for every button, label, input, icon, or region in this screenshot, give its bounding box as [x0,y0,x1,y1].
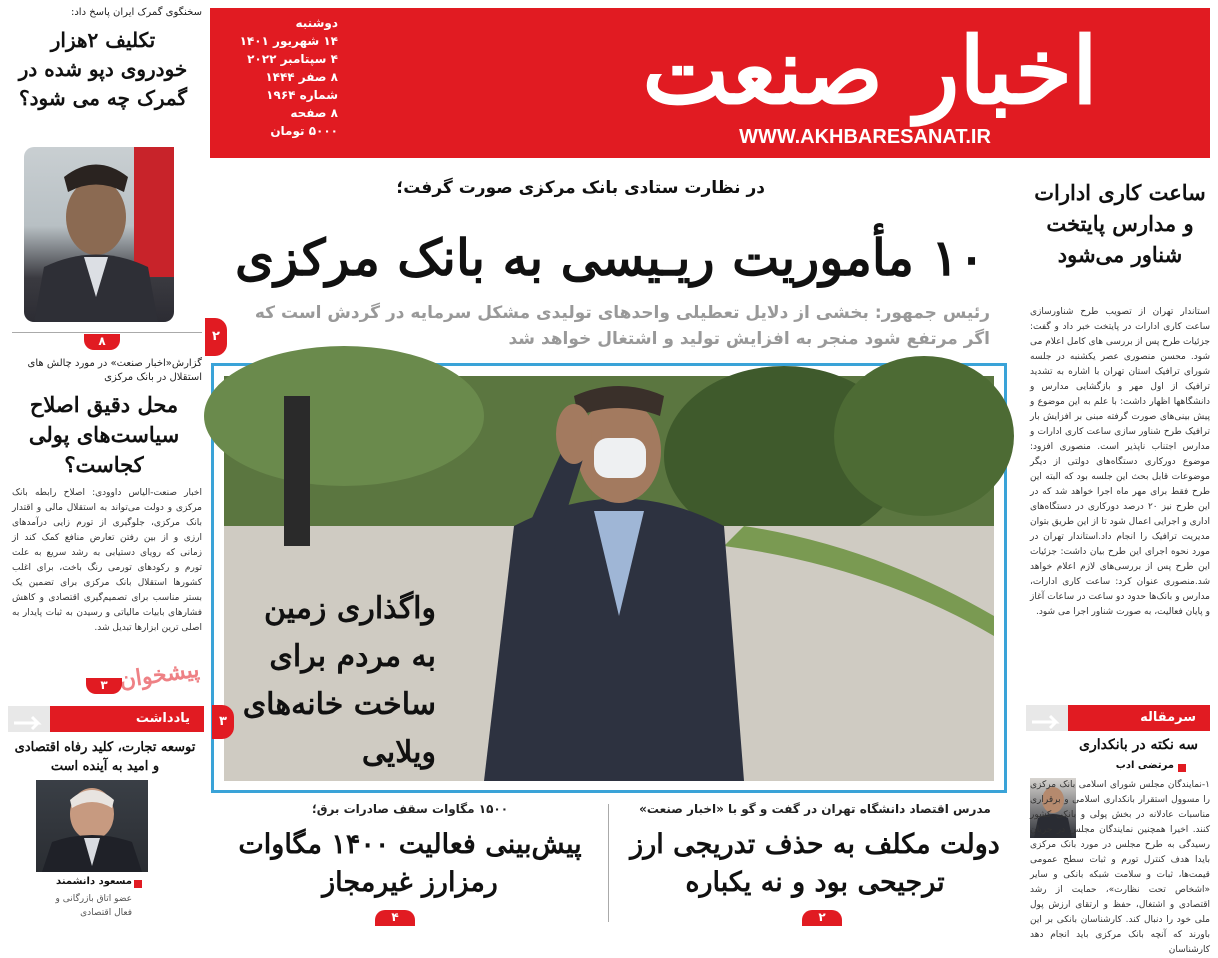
website-url[interactable]: WWW.AKHBARESANAT.IR [739,126,991,148]
author-name: مسعود دانشمند [56,876,132,887]
author-marker-icon [134,880,142,888]
issue-date-hijri: ۸ صفر ۱۴۴۴ [265,70,338,84]
author-photo-art [36,780,148,872]
arrow-icon [1030,708,1062,728]
story1-kicker: سخنگوی گمرک ایران پاسخ داد: [70,7,202,18]
sarmaghaleh-author: مرتضی ادب [1115,760,1174,771]
editorial-tab[interactable]: یادداشت [50,706,204,732]
right-story-title[interactable]: ساعت کاری ادارات و مدارس پایتخت شناور می‌شود [1034,180,1206,267]
watermark-logo: پیشخوان [117,656,201,694]
issue-pages: ۸ صفحه [290,106,338,120]
author-photo [36,780,148,872]
main-headline[interactable]: ۱۰ مأموریت ریـیسی به بانک مرکزی [234,228,986,287]
bottom-left-page-badge[interactable]: ۴ [375,910,415,926]
masthead [210,8,1210,158]
bottom-divider [608,804,609,922]
story1-page-badge[interactable]: ۸ [84,334,120,350]
sarmaghaleh-body: ۱-نمایندگان مجلس شورای اسلامی بانک مرکزی را مسوول استقرار بانکداری اسلامی و برقراری مناسبات عادلانه در بخش پولی و بانکی کشور کنند. اخیرا همچنین نمایندگان مجلس در جریان رسیدگی به طرح مجلس در مورد بانک مرکزی بایدا هدف کنترل تورم و ثبات سطح عمومی قیمت‌ها، ثبات و سلامت شبکه بانکی و سایر «اشخاص تحت نظارت»، حمایت از رشد اقتصادی و اشتغال، حفظ و ارتقای ارزش پول ملی خود را دنبال کند. کارشناسان بانکی بر این باورند که آنچه بانک مرکزی باید انجام دهد کارشناسان [1030,780,1210,955]
bottom-left-title[interactable]: پیش‌بینی فعالیت ۱۴۰۰ مگاوات رمزارز غیرمجاز [238,829,582,898]
bottom-left-kicker: ۱۵۰۰ مگاوات سقف صادرات برق؛ [311,802,509,816]
issue-number: شماره ۱۹۶۴ [266,88,338,102]
main-page-badge[interactable]: ۲ [205,318,227,356]
right-story-body: استاندار تهران از تصویب طرح شناورسازی ساعت کاری ادارات در پایتخت خبر داد و گفت: جزئیات طرح پس از بررسی های کامل اعلام می شود. محسن منصوری عصر یکشنبه در جلسه شورای ترافیک استان تهران با اشاره به تشدید ترافیک از اول مهر و بازگشایی مدارس و دانشگاهها اظهار داشت: با علم به این موضوع و پیش بینی‌های صورت گرفته مبنی بر افزایش بار ترافیک طرح شناور سازی ساعت کاری ادارات و مدارس اجتناب ناپذیر است. منصوری افزود: موضوع دورکاری دستگاه‌های دولتی از دیگر موضوعات قابل بحث این جلسه بود که البته این طرح فقط برای مهر ماه اجرا خواهد شد که در این طرح نیز ۲۰ درصد دورکاری در دستگاه‌های اداری و اجرایی اعمال شود تا از این طریق بتوان مدیریت ترافیک را انجام داد.استاندار تهران در مورد نحوه اجرای این طرح بیان داشت: جزئیات این طرح پس از بررسی‌های لازم اعلام خواهد شد.منصوری عنوان کرد: ساعت کاری ادارات، مدارس و بانک‌ها حدود دو ساعت در ساعات آغاز و پایان فعالیت، به صورت شناور اجرا می شود. [1030,307,1210,617]
story1-title[interactable]: تکلیف ۲هزار خودروی دپو شده در گمرک چه می شود؟ [18,28,188,110]
newspaper-logo: اخبار صنعت [642,17,1098,125]
story2-page-badge[interactable]: ۳ [86,678,122,694]
issue-price: ۵۰۰۰ تومان [270,124,338,138]
bottom-right-page-badge[interactable]: ۲ [802,910,842,926]
bottom-right-kicker: مدرس اقتصاد دانشگاه تهران در گفت و گو با «اخبار صنعت» [639,802,991,816]
photo-caption[interactable]: واگذاری زمین به مردم برای ساخت خانه‌های ویلایی [242,591,436,770]
author-marker-icon [1178,764,1186,772]
issue-date-gregorian: ۴ سپتامبر ۲۰۲۲ [247,52,338,66]
sarmaghaleh-title[interactable]: سه نکته در بانکداری [1079,737,1198,753]
story2-kicker: گزارش«اخبار صنعت» در مورد چالش های استقلال در بانک مرکزی [27,358,202,383]
issue-info [218,14,338,154]
story2-body: اخبار صنعت-الیاس داوودی: اصلاح رابطه بانک مرکزی و دولت می‌تواند به استقلال مالی و اقتدار بانک مرکزی، جلوگیری از تورم زایی درآمدهای ارزی و از بین رفتن تعارض منافع کمک کند از زمانی که رویای دستیابی به رشد سریع به علت تورم و رکودهای تورمی رنگ باخت، برای اغلب کشورها استقلال بانک مرکزی برای تضمین یک بستر مناسب برای تصمیم‌گیری اقتصادی و کاهش فشارهای بابیات مالیاتی و رسیدن به ثبات پایدار به اصلی ترین ابزارها تبدیل شد. [12,488,202,633]
left-divider-1 [12,332,202,333]
author-role: عضو اتاق بازرگانی و فعال اقتصادی [55,894,132,918]
sarmaghaleh-tab[interactable]: سرمقاله [1068,705,1210,731]
main-kicker: در نظارت ستادی بانک مرکزی صورت گرفت؛ [396,178,765,198]
person-photo-art [24,147,174,322]
issue-day: دوشنبه [295,16,338,30]
story2-title[interactable]: محل دقیق اصلاح سیاست‌های پولی کجاست؟ [28,392,180,477]
main-subheadline: رئیس جمهور: بخشی از دلایل تعطیلی واحدهای تولیدی مشکل سرمایه در گردش است که اگر مرتفع شود منجر به افزایش تولید و اشتغال خواهد شد [254,303,990,349]
bottom-right-title[interactable]: دولت مکلف به حذف تدریجی ارز ترجیحی بود و نه یکباره [630,829,1000,898]
issue-date-persian: ۱۴ شهریور ۱۴۰۱ [239,34,338,48]
person-photo [24,147,174,322]
photo-page-badge[interactable]: ۳ [212,705,234,739]
arrow-icon [12,709,44,729]
editorial-title[interactable]: توسعه تجارت، کلید رفاه اقتصادی و امید به آینده است [14,740,196,774]
